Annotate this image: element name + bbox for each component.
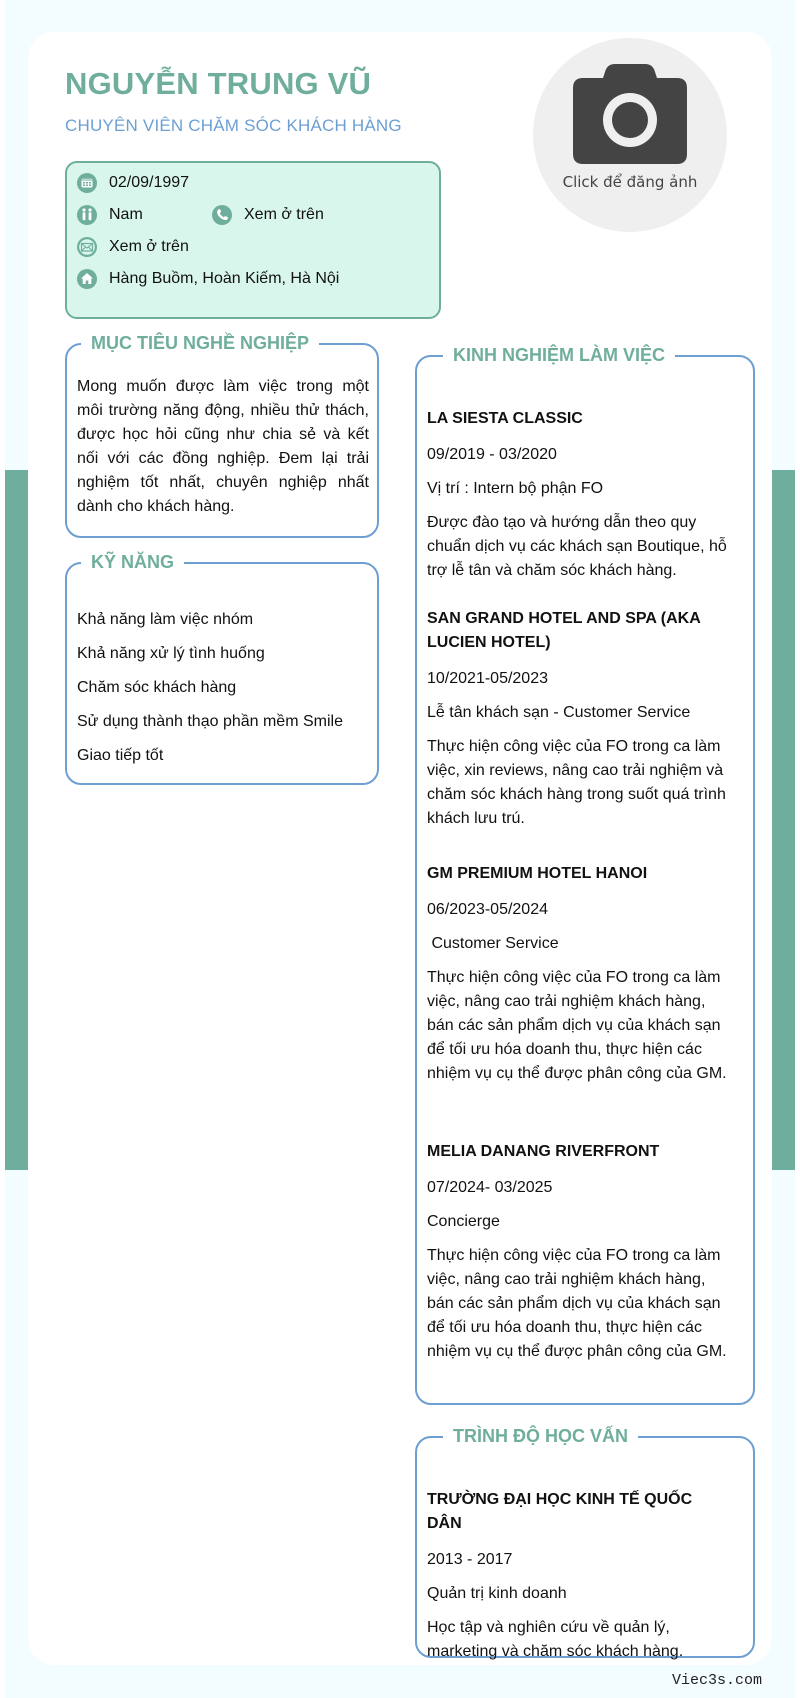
skill-item[interactable]: Chăm sóc khách hàng [77,679,237,696]
calendar-icon [77,173,97,193]
phone-icon [212,205,232,225]
experience-date: 06/2023-05/2024 [427,901,548,918]
experience-role: Vị trí : Intern bộ phận FO [427,480,604,497]
skills-title: KỸ NĂNG [81,550,184,574]
avatar-upload-label: Click để đăng ảnh [562,173,698,191]
birthday-value: 02/09/1997 [109,174,190,191]
experience-item[interactable] [427,607,727,831]
experience-role: Lễ tân khách sạn - Customer Service [427,704,691,721]
gender-icon [77,205,97,225]
email-row[interactable] [77,237,189,257]
education-date: 2013 - 2017 [427,1551,513,1568]
skill-item[interactable]: Khả năng xử lý tình huống [77,645,265,662]
watermark: Viec3s.com [672,1672,763,1689]
candidate-name[interactable]: NGUYỄN TRUNG VŨ [65,66,372,101]
avatar-upload[interactable] [533,38,727,232]
address-value: Hàng Buồm, Hoàn Kiếm, Hà Nội [109,270,340,287]
experience-company: LA SIESTA CLASSIC [427,410,583,427]
education-school: TRƯỜNG ĐẠI HỌC KINH TẾ QUỐC DÂN [427,1491,693,1532]
experience-description: Thực hiện công việc của FO trong ca làm việc, xin reviews, nâng cao trải nghiệm và chăm sóc khách hàng trong suốt quá trình khách lưu trú. [427,738,726,827]
contact-info-box [65,161,441,319]
skills-section [65,552,379,785]
experience-section [415,345,755,1405]
experience-date: 09/2019 - 03/2020 [427,446,557,463]
experience-item[interactable] [427,862,727,1086]
education-item[interactable] [427,1488,727,1664]
gender-row[interactable] [77,205,143,225]
left-accent-bar [5,470,28,1170]
experience-description: Thực hiện công việc của FO trong ca làm việc, nâng cao trải nghiệm khách hàng, bán các sản phẩm dịch vụ của khách sạn để tối ưu hóa doanh thu, thực hiện các nhiệm vụ cụ thể được phân công của GM. [427,1247,727,1360]
experience-company: SAN GRAND HOTEL AND SPA (AKA LUCIEN HOTEL) [427,610,701,651]
home-icon [77,269,97,289]
education-title: TRÌNH ĐỘ HỌC VẤN [443,1424,638,1448]
email-value: Xem ở trên [109,238,189,255]
experience-role: Concierge [427,1213,500,1230]
experience-role: Customer Service [427,935,559,952]
experience-description: Được đào tạo và hướng dẫn theo quy chuẩn dịch vụ các khách sạn Boutique, hỗ trợ lễ tân và chăm sóc khách hàng. [427,514,727,579]
camera-icon [573,64,687,164]
candidate-job-title[interactable]: CHUYÊN VIÊN CHĂM SÓC KHÁCH HÀNG [65,116,402,135]
birthday-row[interactable] [77,173,189,193]
skill-item[interactable]: Sử dụng thành thạo phần mềm Smile [77,713,343,730]
experience-item[interactable] [427,1140,727,1364]
mail-icon [77,237,97,257]
education-section [415,1426,755,1660]
education-major: Quản trị kinh doanh [427,1585,567,1602]
objective-title: MỤC TIÊU NGHỀ NGHIỆP [81,331,319,355]
gender-value: Nam [109,206,143,223]
phone-row[interactable] [212,205,324,225]
experience-title: KINH NGHIỆM LÀM VIỆC [443,343,675,367]
skill-item[interactable]: Giao tiếp tốt [77,747,164,764]
experience-date: 10/2021-05/2023 [427,670,548,687]
phone-value: Xem ở trên [244,206,324,223]
education-description: Học tập và nghiên cứu về quản lý, marketing và chăm sóc khách hàng. [427,1619,684,1660]
experience-company: MELIA DANANG RIVERFRONT [427,1143,660,1160]
experience-company: GM PREMIUM HOTEL HANOI [427,865,648,882]
experience-date: 07/2024- 03/2025 [427,1179,553,1196]
objective-section [65,333,379,538]
experience-description: Thực hiện công việc của FO trong ca làm việc, nâng cao trải nghiệm khách hàng, bán các sản phẩm dịch vụ của khách sạn để tối ưu hóa doanh thu, thực hiện các nhiệm vụ cụ thể được phân công của GM. [427,969,727,1082]
address-row[interactable] [77,269,339,289]
skill-item[interactable]: Khả năng làm việc nhóm [77,611,254,628]
right-accent-bar [772,470,795,1170]
experience-item[interactable] [427,407,727,583]
objective-text[interactable]: Mong muốn được làm việc trong một môi trường năng động, nhiều thử thách, được học hỏi cũng như chia sẻ và kết nối với các đồng nghiệp. Đem lại trải nghiệm tốt nhất, chuyên nghiệp nhất dành cho khách hàng. [77,378,369,515]
